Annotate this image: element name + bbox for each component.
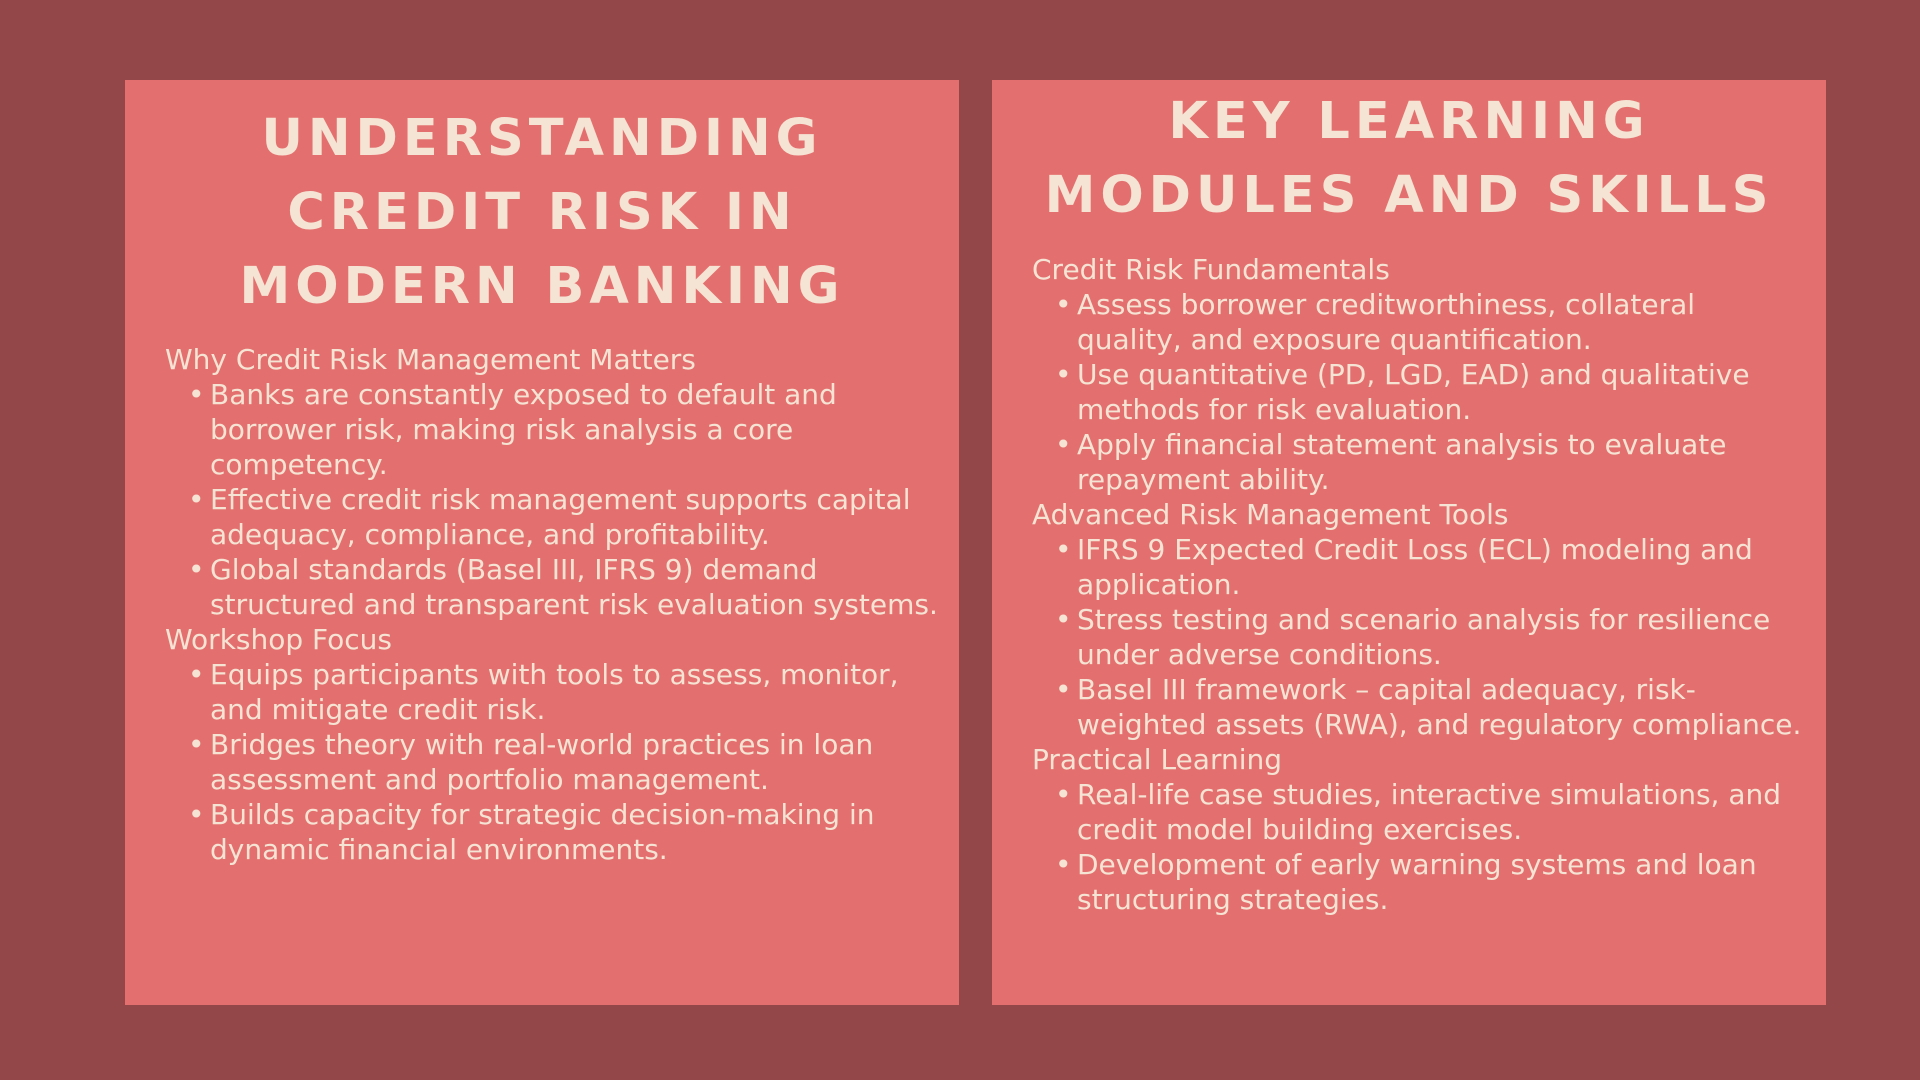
bullet-item	[1032, 532, 1806, 602]
right-panel	[992, 80, 1826, 1005]
bullet-item	[1032, 602, 1806, 672]
bullet-item	[165, 727, 939, 797]
section-heading: Why Credit Risk Management Matters	[165, 343, 696, 376]
bullet-icon: •	[1055, 848, 1072, 881]
bullet-text: Assess borrower creditworthiness, collateral quality, and exposure quantification.	[1077, 288, 1696, 356]
bullet-icon: •	[1055, 358, 1072, 391]
section-heading: Credit Risk Fundamentals	[1032, 253, 1390, 286]
bullet-list	[1032, 532, 1806, 742]
bullet-item	[1032, 357, 1806, 427]
bullet-icon: •	[1055, 778, 1072, 811]
bullet-list	[165, 377, 939, 622]
bullet-text: Effective credit risk management supports capital adequacy, compliance, and profitability.	[210, 483, 911, 551]
bullet-icon: •	[1055, 288, 1072, 321]
bullet-icon: •	[1055, 673, 1072, 706]
bullet-text: Basel III framework – capital adequacy, risk-weighted assets (RWA), and regulatory compliance.	[1077, 673, 1802, 741]
bullet-list	[1032, 287, 1806, 497]
bullet-item	[1032, 672, 1806, 742]
bullet-text: Real-life case studies, interactive simulations, and credit model building exercises.	[1077, 778, 1782, 846]
section-heading: Workshop Focus	[165, 623, 393, 656]
bullet-text: Development of early warning systems and loan structuring strategies.	[1077, 848, 1757, 916]
bullet-list	[165, 657, 939, 867]
bullet-text: Stress testing and scenario analysis for resilience under adverse conditions.	[1077, 603, 1771, 671]
left-panel-title: UNDERSTANDING CREDIT RISK IN MODERN BANKING	[239, 109, 845, 316]
bullet-list	[1032, 777, 1806, 917]
bullet-text: IFRS 9 Expected Credit Loss (ECL) modeling and application.	[1077, 533, 1753, 601]
bullet-text: Apply financial statement analysis to evaluate repayment ability.	[1077, 428, 1727, 496]
right-panel-body	[1032, 252, 1806, 917]
bullet-text: Banks are constantly exposed to default and borrower risk, making risk analysis a core competency.	[210, 378, 837, 481]
bullet-item	[1032, 777, 1806, 847]
bullet-item	[165, 552, 939, 622]
left-panel-body	[165, 342, 939, 867]
bullet-icon: •	[188, 378, 205, 411]
section-heading: Practical Learning	[1032, 743, 1283, 776]
bullet-item	[165, 482, 939, 552]
bullet-item	[165, 797, 939, 867]
bullet-item	[1032, 427, 1806, 497]
bullet-icon: •	[188, 798, 205, 831]
bullet-text: Global standards (Basel III, IFRS 9) demand structured and transparent risk evaluation systems.	[210, 553, 938, 621]
bullet-item	[1032, 287, 1806, 357]
bullet-item	[165, 657, 939, 727]
bullet-icon: •	[1055, 428, 1072, 461]
bullet-icon: •	[188, 728, 205, 761]
bullet-icon: •	[188, 553, 205, 586]
bullet-icon: •	[1055, 533, 1072, 566]
bullet-text: Builds capacity for strategic decision-making in dynamic financial environments.	[210, 798, 875, 866]
section-heading: Advanced Risk Management Tools	[1032, 498, 1509, 531]
bullet-item	[1032, 847, 1806, 917]
right-panel-title: KEY LEARNING MODULES AND SKILLS	[1044, 92, 1774, 225]
bullet-icon: •	[1055, 603, 1072, 636]
bullet-icon: •	[188, 483, 205, 516]
bullet-text: Use quantitative (PD, LGD, EAD) and qualitative methods for risk evaluation.	[1077, 358, 1750, 426]
left-panel	[125, 80, 959, 1005]
bullet-icon: •	[188, 658, 205, 691]
bullet-text: Equips participants with tools to assess, monitor, and mitigate credit risk.	[210, 658, 899, 726]
bullet-item	[165, 377, 939, 482]
bullet-text: Bridges theory with real-world practices in loan assessment and portfolio management.	[210, 728, 874, 796]
